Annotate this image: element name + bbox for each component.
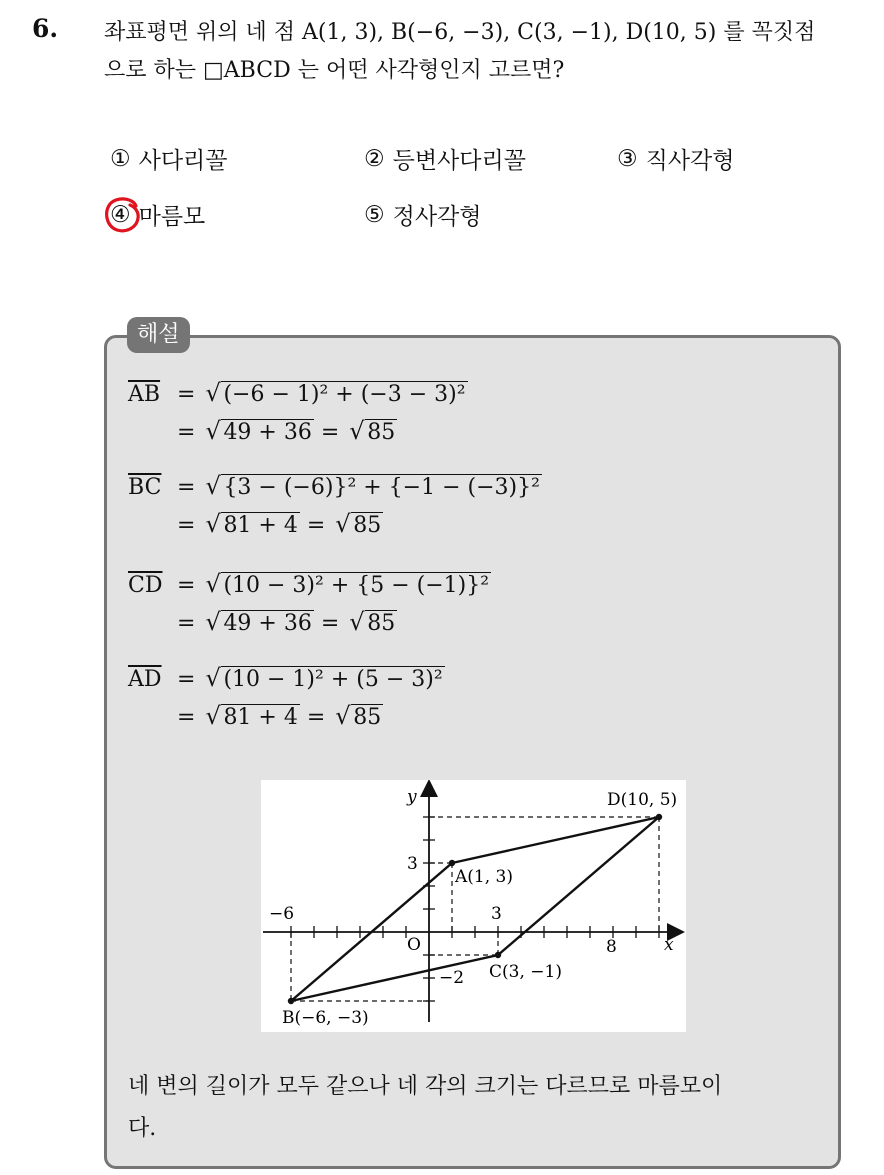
graph-svg	[261, 780, 686, 1032]
choice-4-number	[110, 202, 131, 228]
equation-bc-line-2	[128, 511, 383, 541]
point-c-label: C(3, −1)	[489, 962, 562, 982]
solution-box	[104, 335, 841, 1169]
point-a	[449, 860, 455, 866]
question-number: 6.	[32, 14, 59, 43]
choice-3[interactable]	[617, 142, 735, 175]
choice-1-label: 사다리꼴	[138, 148, 228, 174]
radicand: 81 + 4	[223, 705, 298, 730]
choice-3-label: 직사각형	[645, 148, 735, 174]
radical	[209, 703, 299, 733]
equals-sign: =	[306, 705, 326, 730]
tick-label-x8: 8	[606, 937, 617, 957]
segment-ad-label: $\overline{AD}$	[128, 667, 162, 692]
point-b-label: B(−6, −3)	[282, 1008, 369, 1028]
tick-label-xneg6: −6	[269, 904, 295, 924]
radical	[209, 665, 444, 695]
choice-2[interactable]	[364, 142, 526, 175]
choice-5-number: ⑤	[364, 201, 385, 228]
radicand: {3 − (−6)}² + {−1 − (−3)}²	[223, 475, 540, 500]
solution-tag: 해설	[127, 317, 190, 353]
radicand: 85	[367, 420, 396, 445]
x-axis-label: x	[664, 935, 674, 955]
conclusion-text	[128, 1066, 828, 1150]
equals-sign: =	[177, 611, 196, 636]
origin-label: O	[407, 935, 421, 955]
rhombus-abcd	[291, 817, 659, 1001]
equals-sign: =	[177, 382, 196, 407]
equals-sign: =	[177, 705, 196, 730]
tick-label-y3: 3	[407, 854, 418, 874]
equals-sign: =	[177, 420, 196, 445]
radicand: 85	[367, 611, 396, 636]
choice-1[interactable]	[110, 142, 228, 175]
tick-label-x3: 3	[491, 904, 502, 924]
choice-4[interactable]	[110, 198, 205, 231]
equation-cd-line-2	[128, 609, 397, 639]
choice-1-number: ①	[110, 145, 131, 172]
radical	[209, 473, 542, 503]
equals-sign: =	[177, 475, 196, 500]
equation-ad-line-1	[128, 665, 445, 695]
radicand: 49 + 36	[223, 611, 312, 636]
coordinate-graph	[261, 780, 686, 1032]
equals-sign: =	[177, 667, 196, 692]
conclusion-line-2: 다.	[128, 1116, 157, 1141]
point-a-label: A(1, 3)	[455, 867, 513, 887]
choice-5[interactable]	[364, 198, 482, 231]
equation-cd-line-1	[128, 571, 491, 601]
tick-label-yneg2: −2	[439, 968, 465, 988]
y-axis-label: y	[407, 787, 417, 807]
radical	[353, 609, 397, 639]
radicand: (−6 − 1)² + (−3 − 3)²	[223, 382, 466, 407]
equation-ab-line-1	[128, 380, 468, 410]
radical	[339, 703, 383, 733]
dashed-guides	[291, 817, 659, 1001]
radicand: 85	[353, 705, 382, 730]
equals-sign: =	[306, 513, 326, 538]
question-line-1: 좌표평면 위의 네 점 A(1, 3), B(−6, −3), C(3, −1), D(10, 5) 를 꼭짓점	[104, 20, 816, 45]
radical	[339, 511, 383, 541]
radical	[209, 380, 467, 410]
radicand: (10 − 1)² + (5 − 3)²	[223, 667, 443, 692]
segment-bc-label: $\overline{BC}$	[128, 475, 162, 500]
equation-ab-line-2	[128, 418, 397, 448]
radicand: 81 + 4	[223, 513, 298, 538]
equals-sign: =	[177, 573, 196, 598]
segment-cd-label: $\overline{CD}$	[128, 573, 163, 598]
radical	[209, 571, 491, 601]
choice-2-number: ②	[364, 145, 385, 172]
equation-bc-line-1	[128, 473, 542, 503]
point-d-label: D(10, 5)	[607, 790, 678, 810]
choice-2-label: 등변사다리꼴	[392, 148, 526, 174]
question-text	[104, 14, 864, 90]
choice-4-number-text: ④	[110, 201, 131, 228]
radical	[209, 418, 313, 448]
point-c	[495, 952, 501, 958]
radicand: 49 + 36	[223, 420, 312, 445]
conclusion-line-1: 네 변의 길이가 모두 같으나 네 각의 크기는 다르므로 마름모이	[128, 1074, 723, 1099]
equals-sign: =	[177, 513, 196, 538]
radical	[353, 418, 397, 448]
radicand: (10 − 3)² + {5 − (−1)}²	[223, 573, 490, 598]
equals-sign: =	[320, 420, 340, 445]
point-d	[656, 814, 662, 820]
answer-circle-mark	[103, 194, 143, 234]
point-b	[288, 998, 294, 1004]
radicand: 85	[353, 513, 382, 538]
choice-5-label: 정사각형	[392, 204, 482, 230]
radical	[209, 609, 313, 639]
equation-ad-line-2	[128, 703, 383, 733]
choice-3-number: ③	[617, 145, 638, 172]
equals-sign: =	[320, 611, 340, 636]
choice-4-label: 마름모	[138, 204, 206, 230]
radical	[209, 511, 299, 541]
segment-ab-label: $\overline{AB}$	[128, 382, 161, 407]
question-line-2: 으로 하는 □ABCD 는 어떤 사각형인지 고르면?	[104, 58, 565, 83]
